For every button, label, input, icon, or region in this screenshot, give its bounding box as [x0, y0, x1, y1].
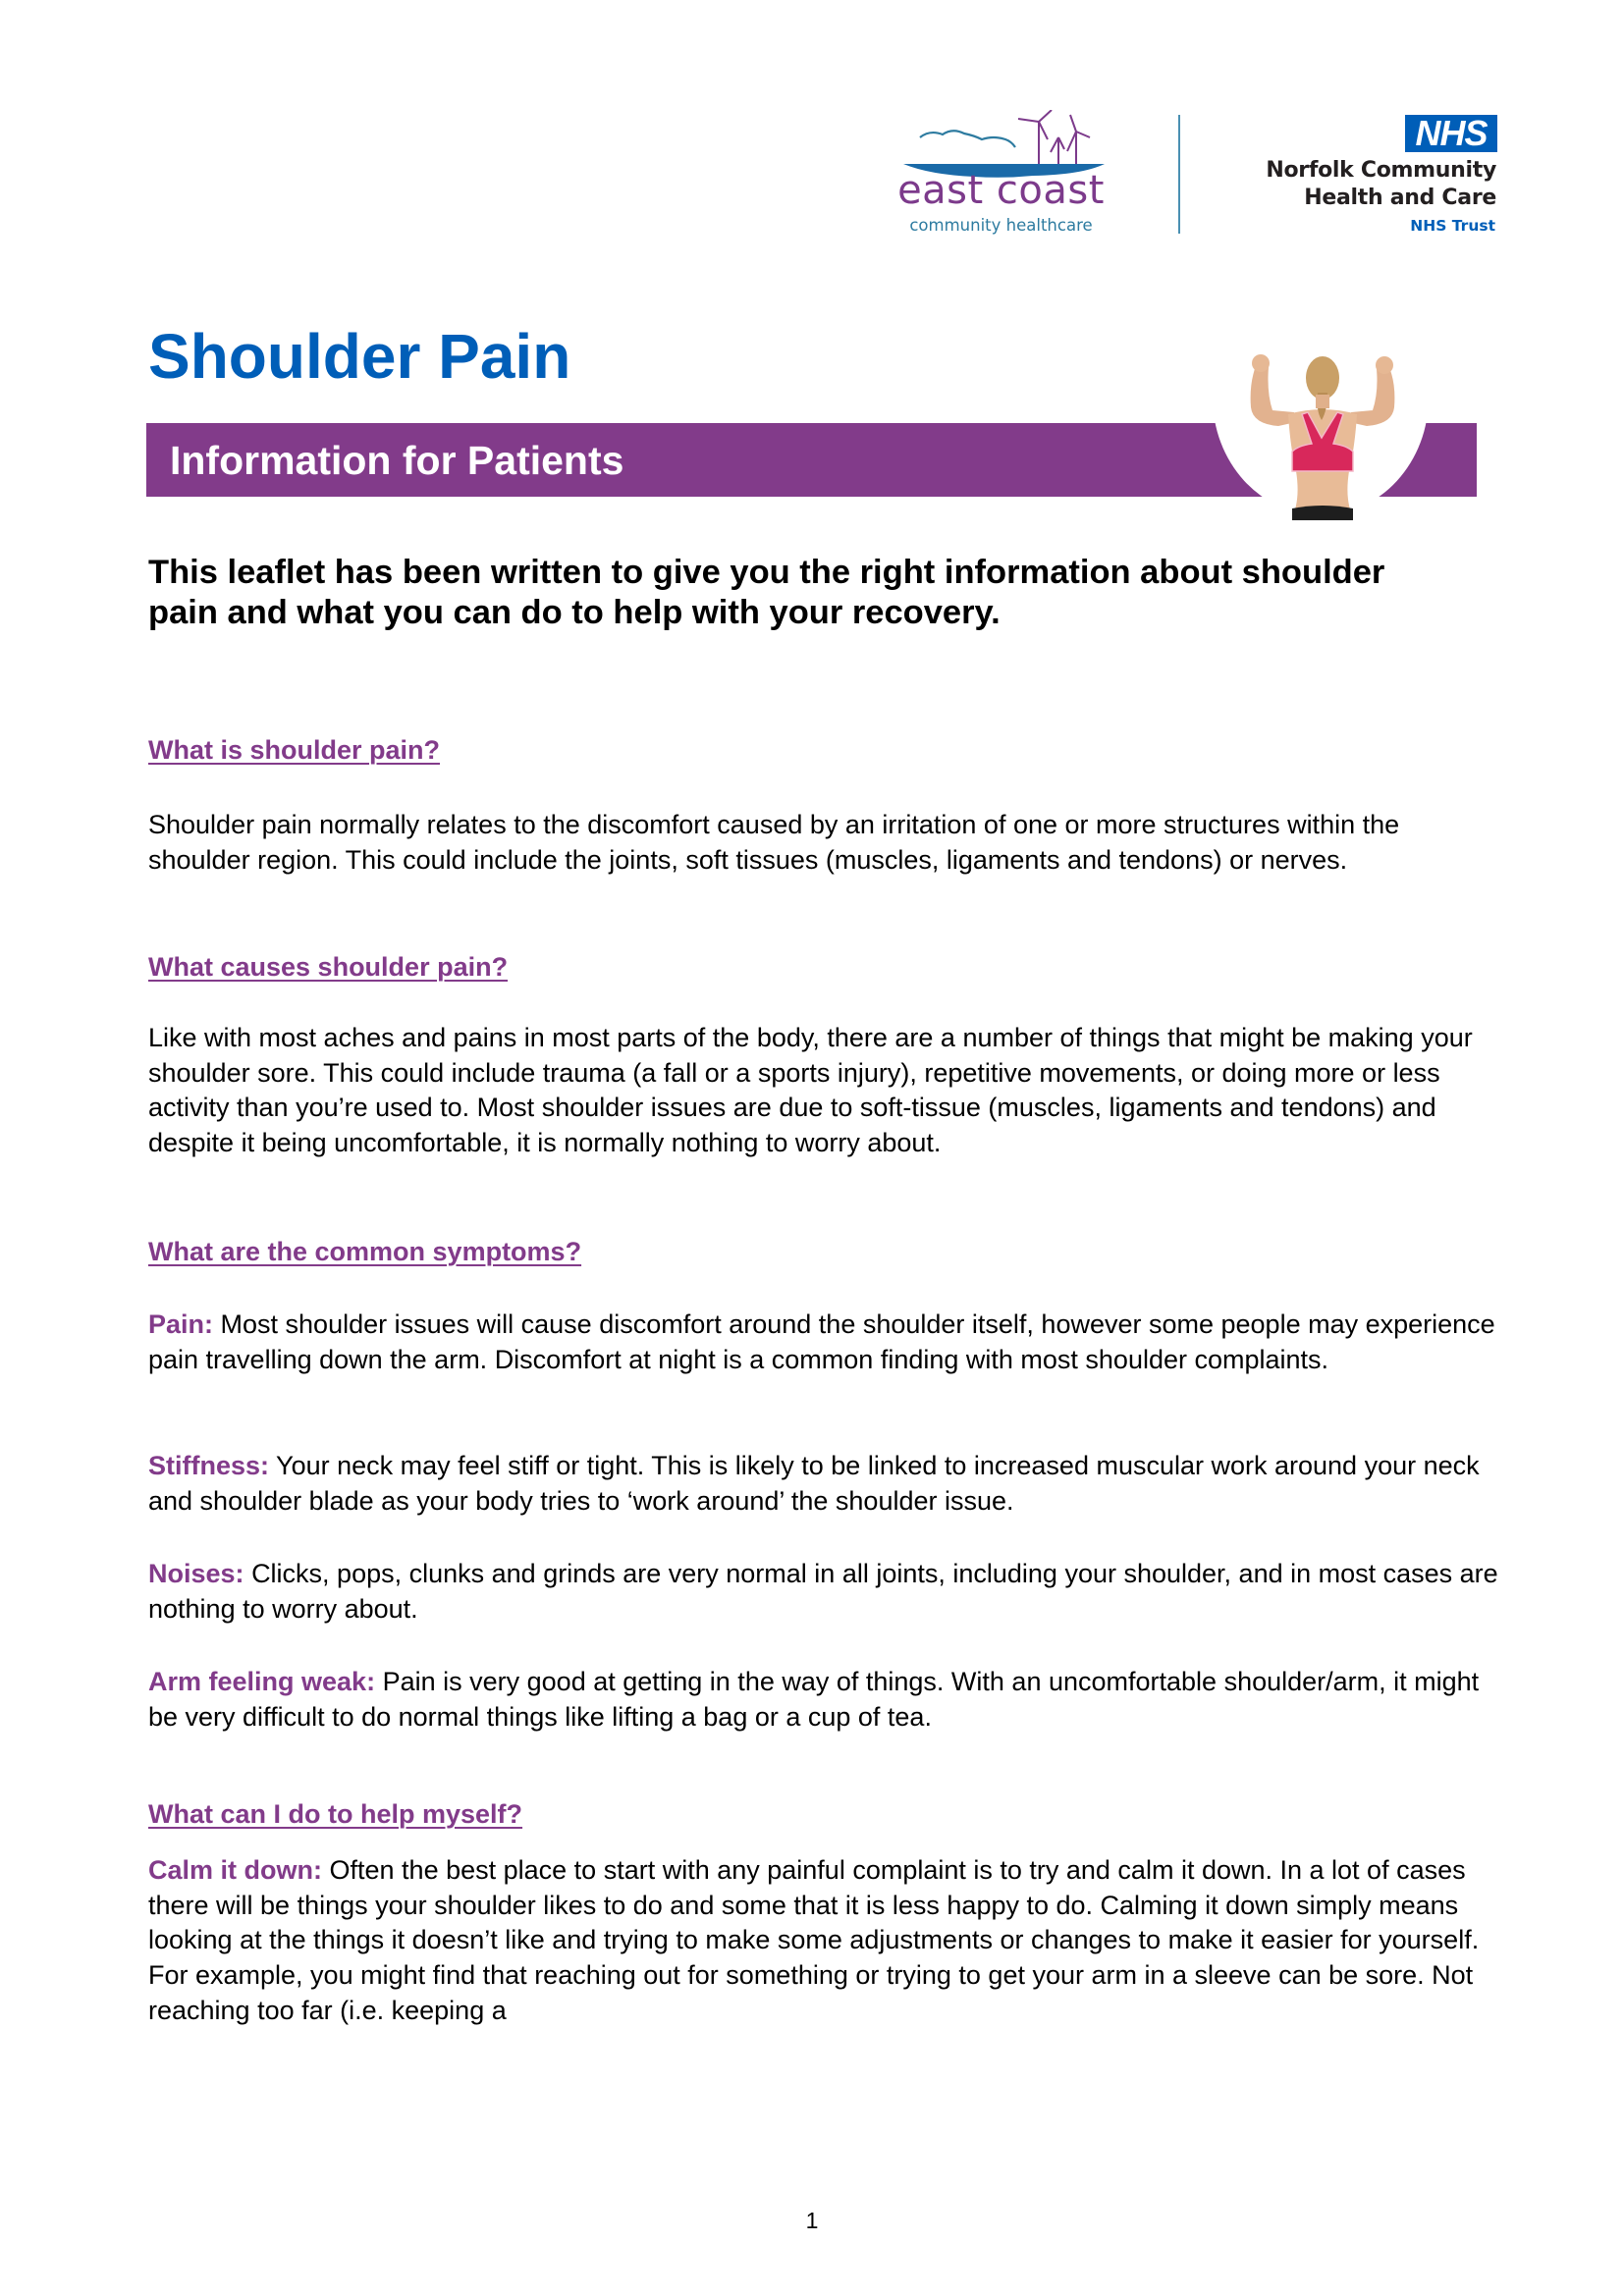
symptom-label: Arm feeling weak: — [148, 1667, 376, 1696]
paragraph-what-causes-shoulder-pain: Like with most aches and pains in most parts of the body, there are a number of things that might be making your shoulder sore. This could include trauma (a fall or a sports injury), repetitive movements, or doing more or less activity than you’re used to. Most shoulder issues are due to soft-tissue (muscles, ligaments and tendons) and despite it being uncomfortable, it is normally nothing to worry about. — [148, 1023, 1473, 1158]
trust-name-line2: Health and Care — [1304, 186, 1496, 210]
symptom-noises — [148, 1557, 1498, 1627]
logo-divider — [1178, 115, 1180, 234]
paragraph-what-is-shoulder-pain: Shoulder pain normally relates to the discomfort caused by an irritation of one or more structures within the shoulder region. This could include the joints, soft tissues (muscles, ligaments and tendons) or nerves. — [148, 810, 1400, 875]
intro-statement: This leaflet has been written to give you the right information about shoulder pain and what you can do to help with your recovery. — [148, 554, 1385, 631]
symptom-label: Pain: — [148, 1309, 214, 1339]
east-coast-wordmark: east coast — [897, 168, 1105, 213]
advice-text: Often the best place to start with any painful complaint is to try and calm it down. In a lot of cases there will be things your shoulder likes to do and some that it is less happy to do. Calming it down simply means looking at the things it doesn’t like and trying to make some adjustments or changes to make it easier for yourself. For example, you might find that reaching out for something or trying to get your arm in a sleeve can be sore. Not reaching too far (i.e. keeping a — [148, 1855, 1480, 2025]
woman-flexing-shoulders-image — [1239, 353, 1406, 522]
symptom-text: Most shoulder issues will cause discomfort around the shoulder itself, however some people may experience pain travelling down the arm. Discomfort at night is a common finding with most shoulder complaints. — [148, 1309, 1495, 1374]
east-coast-community-healthcare-logo — [895, 110, 1107, 242]
heading-what-causes-shoulder-pain: What causes shoulder pain? — [148, 952, 509, 982]
symptom-stiffness — [148, 1449, 1498, 1519]
page-title: Shoulder Pain — [148, 321, 571, 392]
trust-name — [1266, 157, 1496, 212]
symptom-label: Stiffness: — [148, 1451, 270, 1480]
community-healthcare-wordmark: community healthcare — [909, 216, 1093, 235]
nhs-trust-label: NHS Trust — [1410, 217, 1495, 235]
symptom-label: Noises: — [148, 1559, 244, 1588]
advice-label: Calm it down: — [148, 1855, 322, 1885]
symptom-text: Pain is very good at getting in the way of things. With an uncomfortable shoulder/arm, it might be very difficult to do normal things like lifting a bag or a cup of tea. — [148, 1667, 1480, 1732]
nhs-logo-badge: NHS — [1405, 115, 1497, 152]
heading-common-symptoms: What are the common symptoms? — [148, 1237, 582, 1266]
heading-help-myself: What can I do to help myself? — [148, 1799, 523, 1829]
symptom-pain — [148, 1308, 1498, 1377]
banner-label: Information for Patients — [170, 438, 624, 483]
trust-name-line1: Norfolk Community — [1266, 158, 1496, 183]
heading-what-is-shoulder-pain: What is shoulder pain? — [148, 735, 441, 765]
symptom-text: Clicks, pops, clunks and grinds are very normal in all joints, including your shoulder, and in most cases are nothing to worry about. — [148, 1559, 1498, 1624]
page-number: 1 — [805, 2208, 819, 2233]
symptom-arm-feeling-weak — [148, 1665, 1498, 1735]
symptom-text: Your neck may feel stiff or tight. This is likely to be linked to increased muscular work around your neck and shoulder blade as your body tries to ‘work around’ the shoulder issue. — [148, 1451, 1480, 1516]
advice-calm-it-down — [148, 1853, 1498, 2029]
